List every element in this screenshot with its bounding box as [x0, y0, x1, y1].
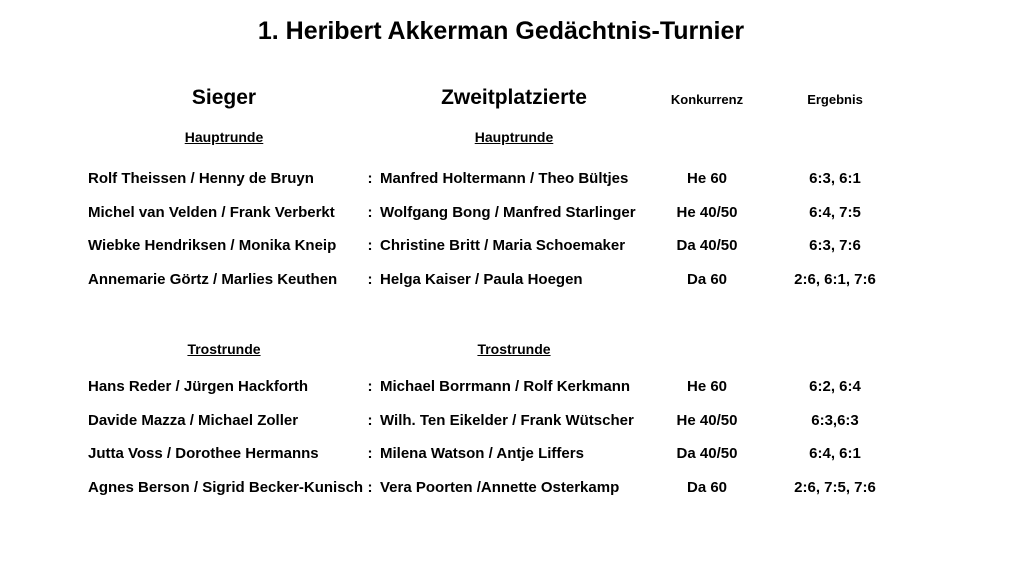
- match-result: 6:4, 7:5: [809, 203, 861, 221]
- hauptrunde-label-row: [0, 128, 904, 146]
- competition-class: Da 60: [686, 478, 728, 496]
- trostrunde-label-winner-col: Trostrunde: [187, 341, 261, 357]
- runner-up-pair: Milena Watson / Antje Liffers: [380, 445, 584, 463]
- result-row: [0, 263, 904, 297]
- winner-pair: Hans Reder / Jürgen Hackforth: [88, 378, 309, 396]
- match-result: 6:3,6:3: [811, 411, 859, 429]
- separator-colon: :: [367, 378, 373, 396]
- column-header-ergebnis: Ergebnis: [807, 92, 863, 107]
- runner-up-pair: Vera Poorten /Annette Osterkamp: [380, 478, 620, 496]
- result-row: [0, 196, 904, 230]
- winner-pair: Rolf Theissen / Henny de Bruyn: [88, 170, 314, 188]
- competition-class: Da 40/50: [676, 445, 738, 463]
- competition-class: Da 60: [686, 270, 728, 288]
- column-header-row: [0, 85, 904, 111]
- result-row: [0, 437, 904, 471]
- separator-colon: :: [367, 445, 373, 463]
- match-result: 2:6, 7:5, 7:6: [794, 478, 876, 496]
- separator-colon: :: [367, 478, 373, 496]
- separator-colon: :: [367, 203, 373, 221]
- winner-pair: Annemarie Görtz / Marlies Keuthen: [88, 270, 338, 288]
- competition-class: He 60: [686, 378, 728, 396]
- winner-pair: Wiebke Hendriksen / Monika Kneip: [88, 237, 337, 255]
- result-row: [0, 471, 904, 505]
- result-row: [0, 370, 904, 404]
- result-row: [0, 229, 904, 263]
- runner-up-pair: Christine Britt / Maria Schoemaker: [380, 237, 626, 255]
- separator-colon: :: [367, 170, 373, 188]
- match-result: 6:3, 6:1: [809, 170, 861, 188]
- hauptrunde-label-winner-col: Hauptrunde: [184, 129, 264, 145]
- hauptrunde-rows: [0, 162, 904, 296]
- separator-colon: :: [367, 237, 373, 255]
- separator-colon: :: [367, 270, 373, 288]
- tournament-title: 1. Heribert Akkerman Gedächtnis-Turnier: [257, 17, 745, 45]
- separator-colon: :: [367, 411, 373, 429]
- result-row: [0, 404, 904, 438]
- competition-class: Da 40/50: [676, 237, 738, 255]
- winner-pair: Michel van Velden / Frank Verberkt: [88, 203, 335, 221]
- runner-up-pair: Michael Borrmann / Rolf Kerkmann: [380, 378, 631, 396]
- trostrunde-label-row: [0, 340, 904, 358]
- match-result: 2:6, 6:1, 7:6: [794, 270, 876, 288]
- trostrunde-label-runnerup-col: Trostrunde: [477, 341, 551, 357]
- match-result: 6:2, 6:4: [809, 378, 861, 396]
- match-result: 6:4, 6:1: [809, 445, 861, 463]
- runner-up-pair: Wilh. Ten Eikelder / Frank Wütscher: [380, 411, 634, 429]
- winner-pair: Jutta Voss / Dorothee Hermanns: [88, 445, 319, 463]
- winner-pair: Agnes Berson / Sigrid Becker-Kunisch: [88, 478, 364, 496]
- result-row: [0, 162, 904, 196]
- column-header-zweitplatzierte: Zweitplatzierte: [441, 86, 587, 109]
- competition-class: He 60: [686, 170, 728, 188]
- runner-up-pair: Helga Kaiser / Paula Hoegen: [380, 270, 583, 288]
- hauptrunde-label-runnerup-col: Hauptrunde: [474, 129, 554, 145]
- trostrunde-rows: [0, 370, 904, 504]
- runner-up-pair: Wolfgang Bong / Manfred Starlinger: [380, 203, 636, 221]
- competition-class: He 40/50: [676, 411, 738, 429]
- column-header-konkurrenz: Konkurrenz: [670, 92, 744, 107]
- competition-class: He 40/50: [676, 203, 738, 221]
- column-header-sieger: Sieger: [191, 86, 257, 109]
- winner-pair: Davide Mazza / Michael Zoller: [88, 411, 299, 429]
- runner-up-pair: Manfred Holtermann / Theo Bültjes: [380, 170, 629, 188]
- match-result: 6:3, 7:6: [809, 237, 861, 255]
